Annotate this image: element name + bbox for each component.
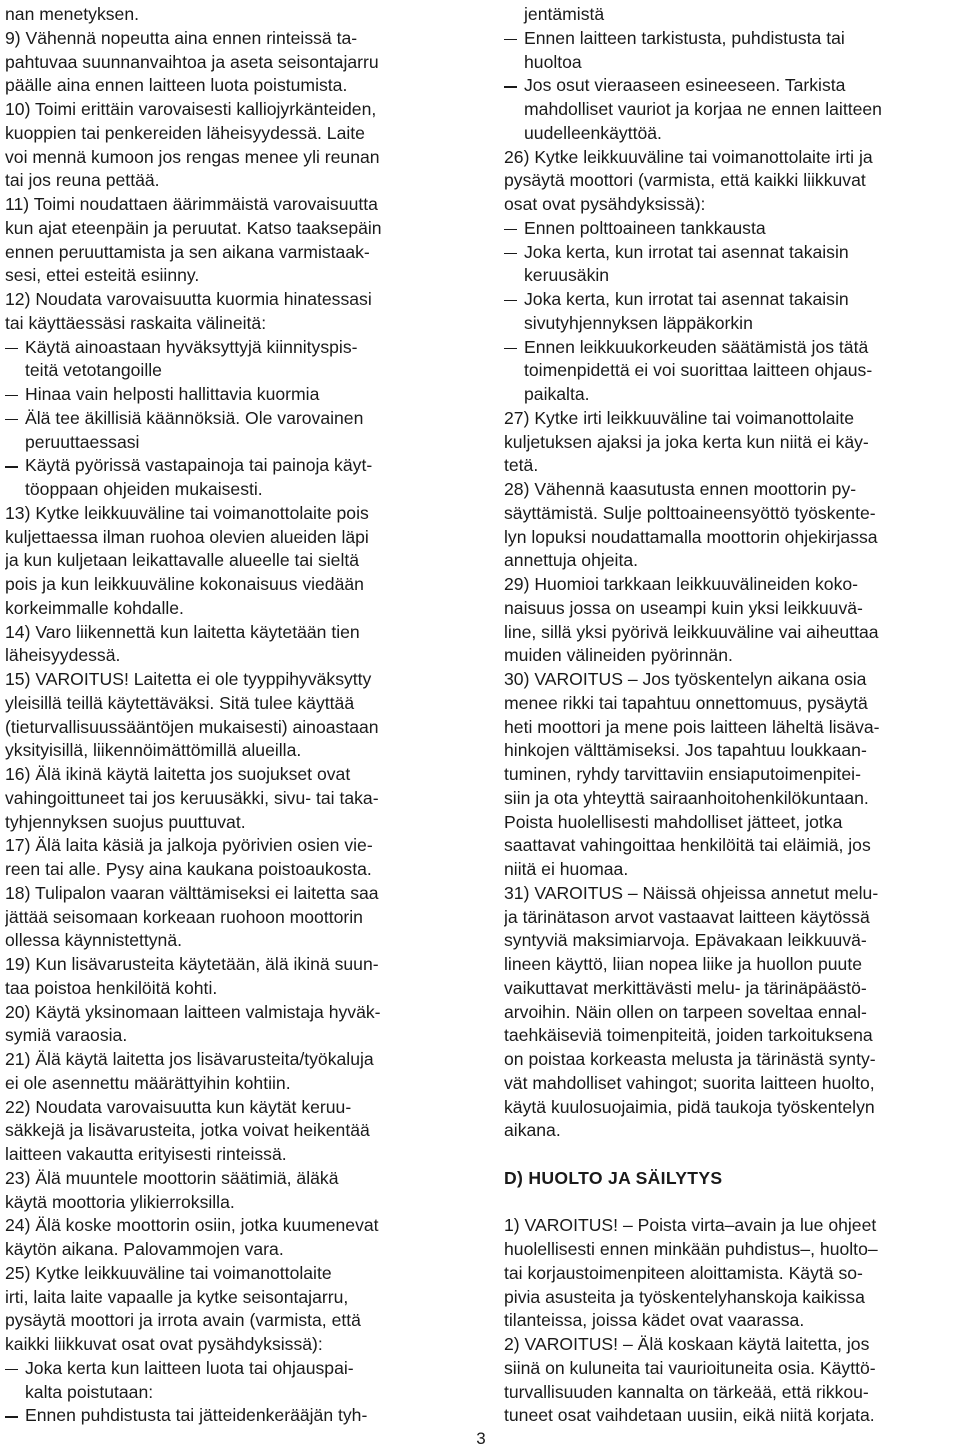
right-text-column	[504, 3, 956, 1428]
text-line: vät mahdolliset vahingot; suorita laitteen huolto,	[504, 1072, 875, 1093]
text-line: pysäytä moottori ja irrota avain (varmista, että	[5, 1310, 361, 1331]
text-line: mahdolliset vauriot ja korjaa ne ennen laitteen	[524, 99, 882, 119]
text-line: 21) Älä käytä laitetta jos lisävarusteita/työkaluja	[5, 1049, 374, 1069]
text-line: on poistaa korkeasta melusta ja tärinästä synty-	[504, 1049, 876, 1069]
text-line: reen tai alle. Pysy aina kaukana poistoaukosta.	[5, 859, 372, 879]
text-line: menee rikki tai tapahtuu onnettomuus, pysäytä	[504, 692, 868, 713]
text-line: 29) Huomioi tarkkaan leikkuuvälineiden koko-	[504, 574, 859, 594]
bullet-line: Käytä ainoastaan hyväksyttyjä kiinnityspis-	[5, 336, 467, 360]
text-line: heti moottori ja mene pois laitteen läheltä lisäva-	[504, 716, 880, 737]
text-line: säkkejä ja lisävarusteita, jotka voivat heikentää	[5, 1120, 370, 1141]
text-line: korkeimmalle kohdalle.	[5, 597, 184, 618]
text-line: pivia asusteita ja työskentelyhanskoja kaikissa	[504, 1286, 865, 1307]
text-line: 28) Vähennä kaasutusta ennen moottorin py-	[504, 479, 857, 499]
page-number: 3	[476, 1429, 486, 1448]
text-line: 2) VAROITUS! – Älä koskaan käytä laitetta, jos	[504, 1334, 870, 1354]
bullet-line: Käytä pyörissä vastapainoja tai painoja käyt-	[5, 454, 467, 478]
text-line: 27) Kytke irti leikkuuväline tai voimanottolaite	[504, 407, 855, 428]
text-line: 25) Kytke leikkuuväline tai voimanottolaite	[5, 1262, 332, 1283]
text-line: ja tärinätason arvot vastaavat laitteen käytössä	[504, 906, 870, 927]
text-line: tetä.	[504, 455, 539, 476]
bullet-line: Joka kerta, kun irrotat tai asennat takaisin	[504, 288, 956, 312]
text-line: sesi, ettei esteitä esiinny.	[5, 265, 200, 286]
bullet-line: Hinaa vain helposti hallittavia kuormia	[5, 383, 467, 407]
text-line: kuljetuksen ajaksi ja joka kerta kun niitä ei käy-	[504, 431, 869, 452]
text-line: tai jos reuna pettää.	[5, 170, 160, 191]
text-line: voi mennä kumoon jos rengas menee yli reunan	[5, 146, 380, 167]
bullet-line: Ennen leikkuukorkeuden säätämistä jos tätä	[504, 336, 956, 360]
text-line: 23) Älä muuntele moottorin säätimiä, äläkä	[5, 1167, 339, 1188]
bullet-line: Älä tee äkillisiä käännöksiä. Ole varovainen	[5, 407, 467, 431]
text-line: käytön aikana. Palovammojen vara.	[5, 1239, 284, 1259]
text-line: yleisillä teillä käytettäväksi. Sitä tulee käyttää	[5, 692, 355, 713]
text-line: ennen peruuttamista ja sen aikana varmistaak-	[5, 241, 370, 262]
text-line: läheisyydessä.	[5, 645, 121, 666]
text-line: Poista huolellisesti mahdolliset jätteet, jotka	[504, 811, 843, 832]
text-line: 22) Noudata varovaisuutta kun käytät keruu-	[5, 1096, 352, 1117]
text-line: 17) Älä laita käsiä ja jalkoja pyörivien osien vie-	[5, 835, 373, 856]
text-line: sivutyhjennyksen läppäkorkin	[524, 312, 753, 333]
text-line: taa poistoa henkilöitä kohti.	[5, 977, 218, 998]
bullet-line: Ennen laitteen tarkistusta, puhdistusta tai	[504, 27, 956, 51]
bullet-line: Ennen puhdistusta tai jätteidenkerääjän tyh-	[5, 1404, 467, 1428]
text-line: siinä on kuluneita tai vaurioituneita osia. Käyttö-	[504, 1357, 876, 1378]
text-line: vahingoittuneet tai jos keruusäkki, sivu- tai taka-	[5, 787, 379, 808]
text-line: 1) VAROITUS! – Poista virta–avain ja lue ohjeet	[504, 1215, 877, 1236]
section-heading: D) HUOLTO JA SÄILYTYS	[504, 1167, 723, 1188]
text-line: saattavat vahingoittaa henkilöitä tai eläimiä, jos	[504, 835, 871, 856]
text-line: kuljettaessa ilman ruohoa olevien alueiden läpi	[5, 526, 369, 547]
text-line: 18) Tulipalon vaaran välttämiseksi ei laitetta saa	[5, 882, 379, 903]
text-line: teitä vetotangoille	[25, 360, 162, 381]
text-line: taehkäiseviä toimenpiteitä, joiden tarkoituksena	[504, 1025, 873, 1046]
text-line: syntyviä maksimiarvoja. Epävakaan leikkuuvä-	[504, 930, 867, 951]
bullet-line: Joka kerta kun laitteen luota tai ohjauspai-	[5, 1357, 467, 1381]
text-line: yksityisillä, liikennöimättömillä alueilla.	[5, 740, 302, 761]
text-line: ja kun kuljetaan leikattavalle alueelle tai sieltä	[5, 550, 360, 571]
text-line: 9) Vähennä nopeutta aina ennen rinteissä ta-	[5, 27, 358, 48]
text-line: arvoihin. Näin ollen on tarpeen soveltaa ennal-	[504, 1001, 867, 1022]
text-line: 12) Noudata varovaisuutta kuormia hinatessasi	[5, 289, 372, 309]
bullet-line: Ennen polttoaineen tankkausta	[504, 217, 956, 241]
text-line: lyn lopuksi noudattamalla moottorin ohjekirjassa	[504, 526, 878, 547]
text-line: jättää seisomaan korkeaan ruohoon moottorin	[5, 906, 363, 927]
text-line: tyhjennyksen suojus puuttuvat.	[5, 811, 246, 832]
text-line: lineen käyttö, liian nopea liike ja huollon puute	[504, 954, 862, 974]
text-line: ei ole asennettu määrättyihin kohtiin.	[5, 1072, 291, 1093]
text-line: (tieturvallisuussääntöjen mukaisesti) ainoastaan	[5, 716, 379, 737]
text-line: paikalta.	[524, 384, 590, 404]
text-line: uudelleenkäyttöä.	[524, 122, 662, 143]
text-line: symiä varaosia.	[5, 1025, 128, 1046]
text-line: toimenpidettä ei voi suorittaa laitteen ohjaus-	[524, 360, 873, 381]
text-line: käytä kuulosuojaimia, pidä taukoja työskentelyn	[504, 1096, 875, 1117]
text-line: 14) Varo liikennettä kun laitetta käytetään tien	[5, 621, 360, 642]
text-line: tai korjaustoimenpiteen aloittamista. Käytä so-	[504, 1262, 863, 1283]
text-line: päälle aina ennen laitteen luota poistumista.	[5, 75, 348, 96]
text-line: hinkojen välttämiseksi. Jos tapahtuu loukkaan-	[504, 740, 867, 761]
text-line: 26) Kytke leikkuuväline tai voimanottolaite irti ja	[504, 146, 873, 167]
text-line: 19) Kun lisävarusteita käytetään, älä ikinä suun-	[5, 954, 379, 974]
bullet-line: Joka kerta, kun irrotat tai asennat takaisin	[504, 241, 956, 265]
text-line: tai käyttäessäsi raskaita välineitä:	[5, 312, 267, 333]
text-line: siin ja ota yhteyttä sairaanhoitohenkilökuntaan.	[504, 787, 869, 808]
text-line: 20) Käytä yksinomaan laitteen valmistaja hyväk-	[5, 1001, 381, 1022]
text-line: ollessa käynnistettynä.	[5, 930, 183, 951]
text-line: kun ajat eteenpäin ja peruutat. Katso taaksepäin	[5, 217, 382, 238]
text-line: tuminen, ryhdy tarvittaviin ensiaputoimenpitei-	[504, 764, 861, 784]
text-line: kuoppien tai penkereiden läheisyydessä. Laite	[5, 122, 365, 143]
text-line: 24) Älä koske moottorin osiin, jotka kuumenevat	[5, 1215, 379, 1236]
text-line: irti, laita laite vapaalle ja kytke seisontajarru,	[5, 1286, 349, 1307]
text-line: niitä ei huomaa.	[504, 859, 629, 879]
text-line: 10) Toimi erittäin varovaisesti kalliojyrkänteiden,	[5, 99, 377, 119]
text-line: jentämistä	[524, 4, 605, 24]
text-line: line, sillä yksi pyörivä leikkuuväline vai aiheuttaa	[504, 621, 879, 642]
paragraph-gap	[504, 1191, 956, 1215]
text-line: nan menetyksen.	[5, 4, 139, 24]
text-line: 13) Kytke leikkuuväline tai voimanottolaite pois	[5, 502, 369, 523]
bullet-line: Jos osut vieraaseen esineeseen. Tarkista	[504, 74, 956, 98]
text-line: 31) VAROITUS – Näissä ohjeissa annetut melu-	[504, 882, 879, 903]
text-line: 30) VAROITUS – Jos työskentelyn aikana osia	[504, 669, 867, 689]
text-line: tuneet osat vaihdetaan uusiin, eikä niitä korjata.	[504, 1405, 875, 1426]
text-line: huolellisesti ennen minkään puhdistus–, huolto–	[504, 1239, 878, 1259]
text-line: 11) Toimi noudattaen äärimmäistä varovaisuutta	[5, 194, 378, 214]
text-line: turvallisuuden kannalta on tärkeää, että rikkou-	[504, 1381, 869, 1402]
text-line: pysäytä moottori (varmista, että kaikki liikkuvat	[504, 170, 866, 191]
text-line: kaikki liikkuvat osat ovat pysähdyksissä):	[5, 1334, 323, 1354]
text-line: naisuus jossa on useampi kuin yksi leikkuuvä-	[504, 597, 863, 618]
text-line: osat ovat pysähdyksissä):	[504, 194, 706, 214]
text-line: pahtuvaa suunnanvaihtoa ja aseta seisontajarru	[5, 51, 379, 72]
text-line: töoppaan ohjeiden mukaisesti.	[25, 479, 263, 499]
text-line: pois ja kun leikkuuväline kokonaisuus viedään	[5, 574, 364, 594]
text-line: 16) Älä ikinä käytä laitetta jos suojukset ovat	[5, 764, 351, 784]
left-text-column	[5, 3, 467, 1428]
text-line: kalta poistutaan:	[25, 1381, 154, 1402]
text-line: tilanteissa, joissa kädet ovat vaarassa.	[504, 1310, 805, 1331]
text-line: laitteen vakautta erityisesti rinteissä.	[5, 1144, 287, 1164]
text-line: aikana.	[504, 1120, 561, 1141]
text-line: huoltoa	[524, 51, 582, 72]
text-line: muiden välineiden pyörinnän.	[504, 645, 733, 666]
text-line: peruuttaessasi	[25, 431, 140, 452]
text-line: säyttämistä. Sulje polttoaineensyöttö työskente-	[504, 502, 876, 523]
text-line: käytä moottoria ylikierroksilla.	[5, 1191, 235, 1212]
paragraph-gap	[504, 1143, 956, 1167]
text-line: keruusäkin	[524, 265, 610, 286]
text-line: vaikuttavat merkittävästi melu- ja tärinäpäästö-	[504, 977, 867, 998]
text-line: annettuja ohjeita.	[504, 550, 639, 571]
text-line: 15) VAROITUS! Laitetta ei ole tyyppihyväksytty	[5, 669, 372, 689]
